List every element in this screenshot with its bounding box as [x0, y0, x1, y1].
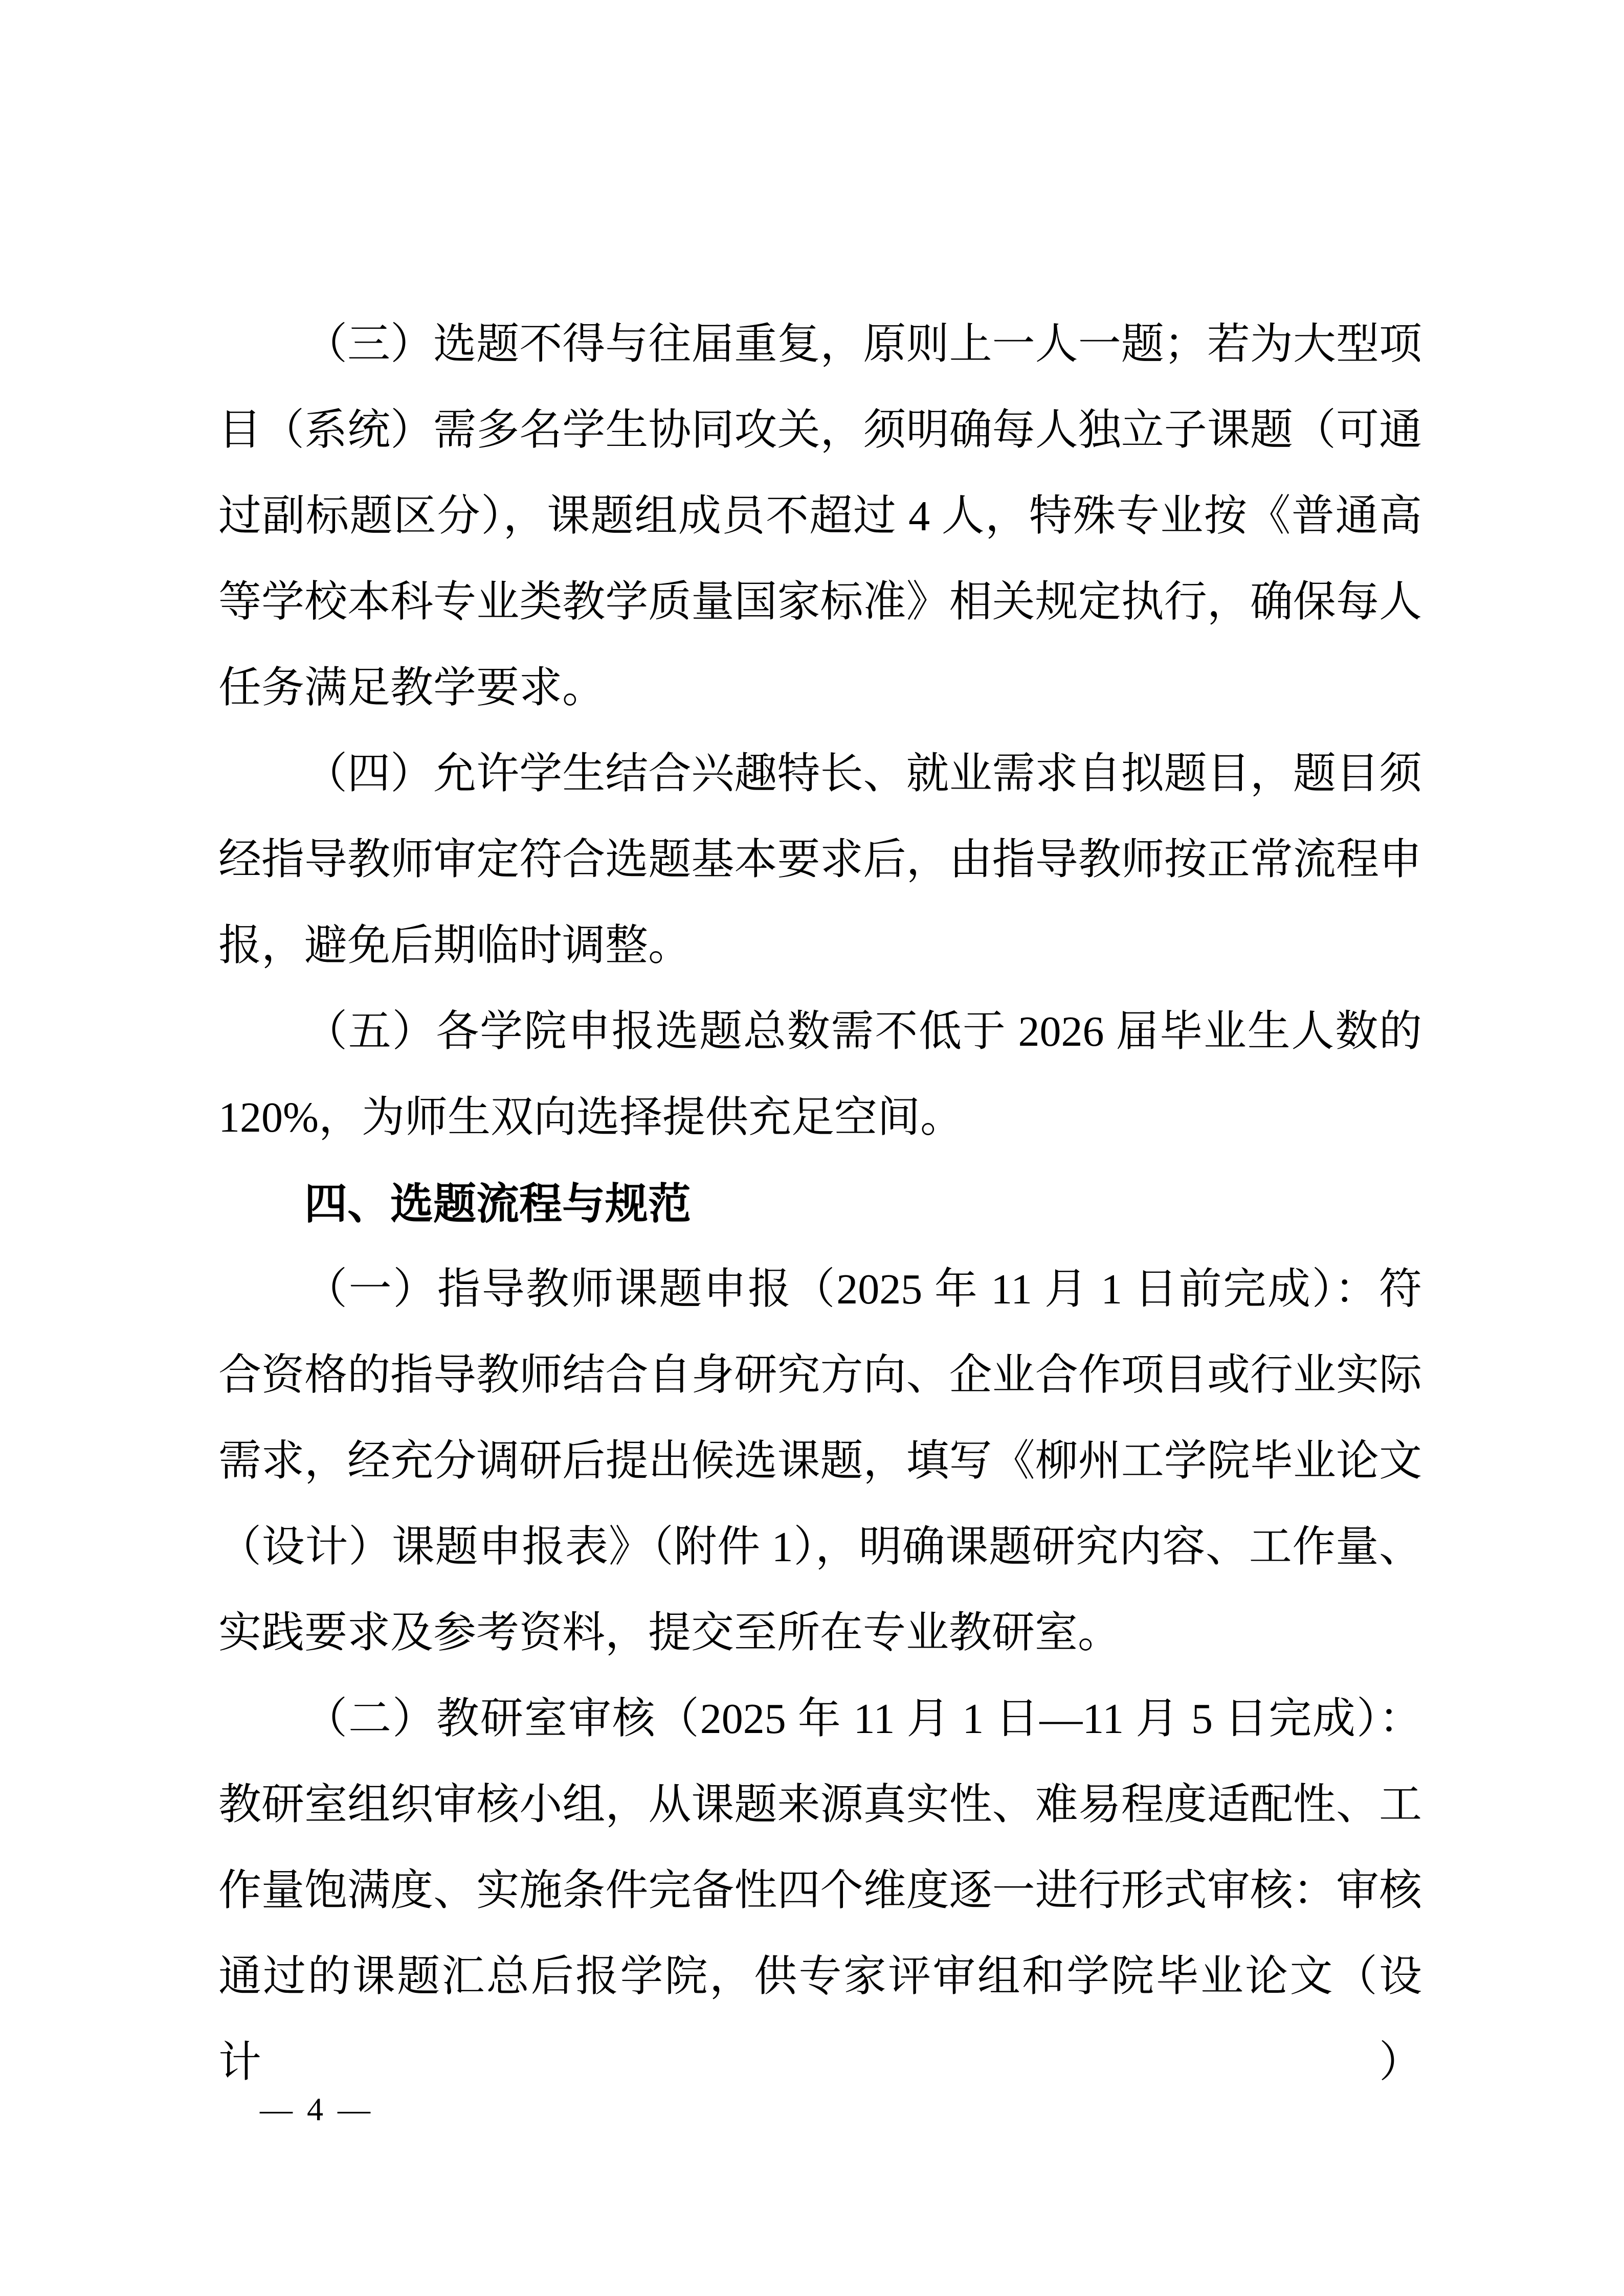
text-line: 报，避免后期临时调整。 [218, 922, 692, 970]
text-line: 通过的课题汇总后报学院，供专家评审组和学院毕业论文（设计） [218, 1953, 1422, 2086]
text-line: （二）教研室审核（2025 年 11 月 1 日—11 月 5 日完成）： [304, 1695, 1422, 1743]
text-line: （三）选题不得与往届重复，原则上一人一题；若为大型项 [304, 321, 1422, 368]
text-line: 过副标题区分），课题组成员不超过 4 人，特殊专业按《普通高 [218, 492, 1422, 540]
text-line: 等学校本科专业类教学质量国家标准》相关规定执行，确保每人 [218, 578, 1422, 626]
text-line: 目（系统）需多名学生协同攻关，须明确每人独立子课题（可通 [218, 407, 1422, 454]
text-line: 合资格的指导教师结合自身研究方向、企业合作项目或行业实际 [218, 1352, 1422, 1399]
text-line: 教研室组织审核小组，从课题来源真实性、难易程度适配性、工 [218, 1781, 1422, 1829]
text-line: 任务满足教学要求。 [218, 664, 606, 712]
text-line: （设计）课题申报表》（附件 1），明确课题研究内容、工作量、 [218, 1523, 1422, 1571]
document-body [218, 302, 1422, 2086]
text-line: （五）各学院申报选题总数需不低于 2026 届毕业生人数的 [304, 1008, 1422, 1055]
text-line: 作量饱满度、实施条件完备性四个维度逐一进行形式审核：审核 [218, 1867, 1422, 1915]
text-line: （四）允许学生结合兴趣特长、就业需求自拟题目，题目须 [304, 750, 1422, 798]
text-line: 120%，为师生双向选择提供充足空间。 [218, 1094, 963, 1141]
text-line: （一）指导教师课题申报（2025 年 11 月 1 日前完成）：符 [304, 1266, 1422, 1313]
page-number: — 4 — [260, 2091, 373, 2127]
text-line: 实践要求及参考资料，提交至所在专业教研室。 [218, 1609, 1121, 1657]
text-line: 经指导教师审定符合选题基本要求后，由指导教师按正常流程申 [218, 836, 1422, 884]
text-line: 需求，经充分调研后提出候选课题，填写《柳州工学院毕业论文 [218, 1437, 1422, 1485]
section-heading: 四、选题流程与规范 [304, 1180, 692, 1228]
